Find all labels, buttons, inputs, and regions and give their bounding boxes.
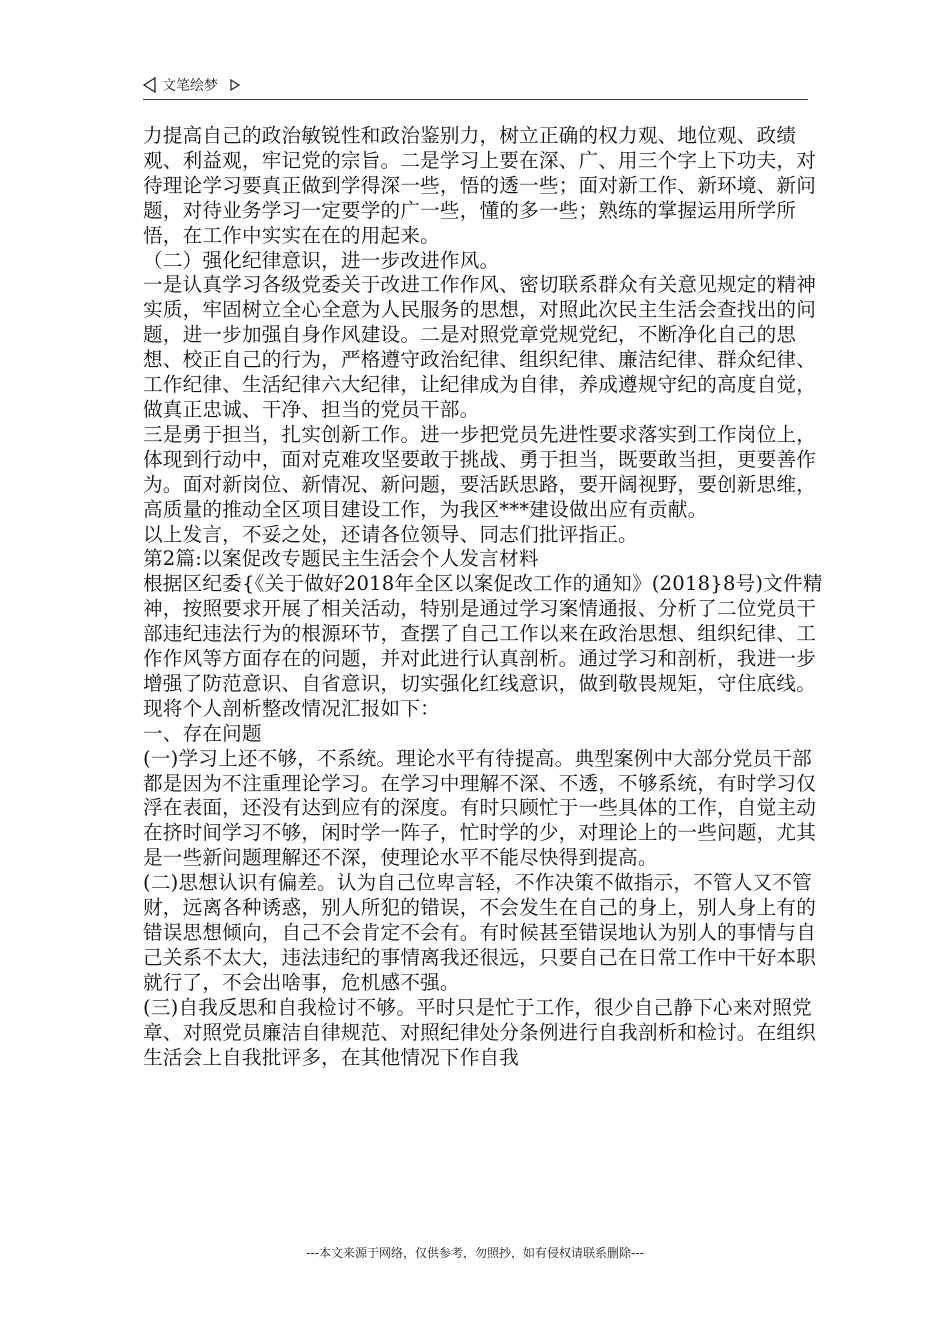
header-brand: 文笔绘梦 (162, 78, 218, 94)
document-body (143, 124, 823, 1070)
paragraph: 力提高自己的政治敏锐性和政治鉴别力，树立正确的权力观、地位观、政绩观、利益观，牢记党的宗旨。二是学习上要在深、广、用三个字上下功夫，对待理论学习要真正做到学得深一些，悟的透一些；面对新工作、新环境、新问题，对待业务学习一定要学的广一些，懂的多一些；熟练的掌握运用所学所悟，在工作中实实在在的用起来。 (143, 124, 816, 247)
article-title: 第2篇:以案促改专题民主生活会个人发言材料 (143, 547, 539, 571)
paragraph: 一是认真学习各级党委关于改进工作作风、密切联系群众有关意见规定的精神实质，牢固树立全心全意为人民服务的思想，对照此次民主生活会查找出的问题，进一步加强自身作风建设。二是对照党章党规党纪，不断净化自己的思想、校正自己的行为，严格遵守政治纪律、组织纪律、廉洁纪律、群众纪律、工作纪律、生活纪律六大纪律，让纪律成为自律，养成遵规守纪的高度自觉，做真正忠诚、干净、担当的党员干部。 (143, 273, 816, 421)
paragraph: 三是勇于担当，扎实创新工作。进一步把党员先进性要求落实到工作岗位上，体现到行动中，面对克难攻坚要敢于挑战、勇于担当，既要敢当担，更要善作为。面对新岗位、新情况、新问题，要活跃思路，要开阔视野，要创新思维，高质量的推动全区项目建设工作，为我区***建设做出应有贡献。 (143, 422, 816, 521)
page-header (143, 70, 808, 100)
paragraph: 根据区纪委{《关于做好2018年全区以案促改工作的通知》(2018}8号)文件精神，按照要求开展了相关活动，特别是通过学习案情通报、分析了二位党员干部违纪违法行为的根源环节，查摆了自己工作以来在政治思想、组织纪律、工作作风等方面存在的问题，并对此进行认真剖析。通过学习和剖析，我进一步增强了防范意识、自省意识，切实强化红线意识，做到敬畏规矩，守住底线。现将个人剖析整改情况汇报如下： (143, 572, 823, 720)
paragraph: 以上发言，不妥之处，还请各位领导、同志们批评指正。 (143, 522, 638, 546)
section-heading: 一、存在问题 (143, 721, 262, 745)
triangle-left-icon (143, 77, 156, 93)
header-divider (143, 99, 808, 100)
footer-notice: ---本文来源于网络，仅供参考，勿照抄，如有侵权请联系删除--- (306, 1246, 644, 1260)
paragraph: (三)自我反思和自我检讨不够。平时只是忙于工作，很少自己静下心来对照党章、对照党员廉洁自律规范、对照纪律处分条例进行自我剖析和检讨。在组织生活会上自我批评多，在其他情况下作自我 (143, 995, 816, 1069)
triangle-right-icon (230, 79, 240, 91)
section-heading: （二）强化纪律意识，进一步改进作风。 (143, 248, 500, 272)
paragraph: (一)学习上还不够，不系统。理论水平有待提高。典型案例中大部分党员干部都是因为不注重理论学习。在学习中理解不深、不透，不够系统，有时学习仅浮在表面，还没有达到应有的深度。有时只顾忙于一些具体的工作，自觉主动在挤时间学习不够，闲时学一阵子，忙时学的少，对理论上的一些问题，尤其是一些新问题理解还不深，使理论水平不能尽快得到提高。 (143, 746, 816, 870)
paragraph: (二)思想认识有偏差。认为自己位卑言轻，不作决策不做指示，不管人又不管财，远离各种诱惑，别人所犯的错误，不会发生在自己的身上，别人身上有的错误思想倾向，自己不会肯定不会有。有时候甚至错误地认为别人的事情与自己关系不太大，违法违纪的事情离我还很远，只要自己在日常工作中干好本职就行了，不会出啥事，危机感不强。 (143, 871, 816, 994)
